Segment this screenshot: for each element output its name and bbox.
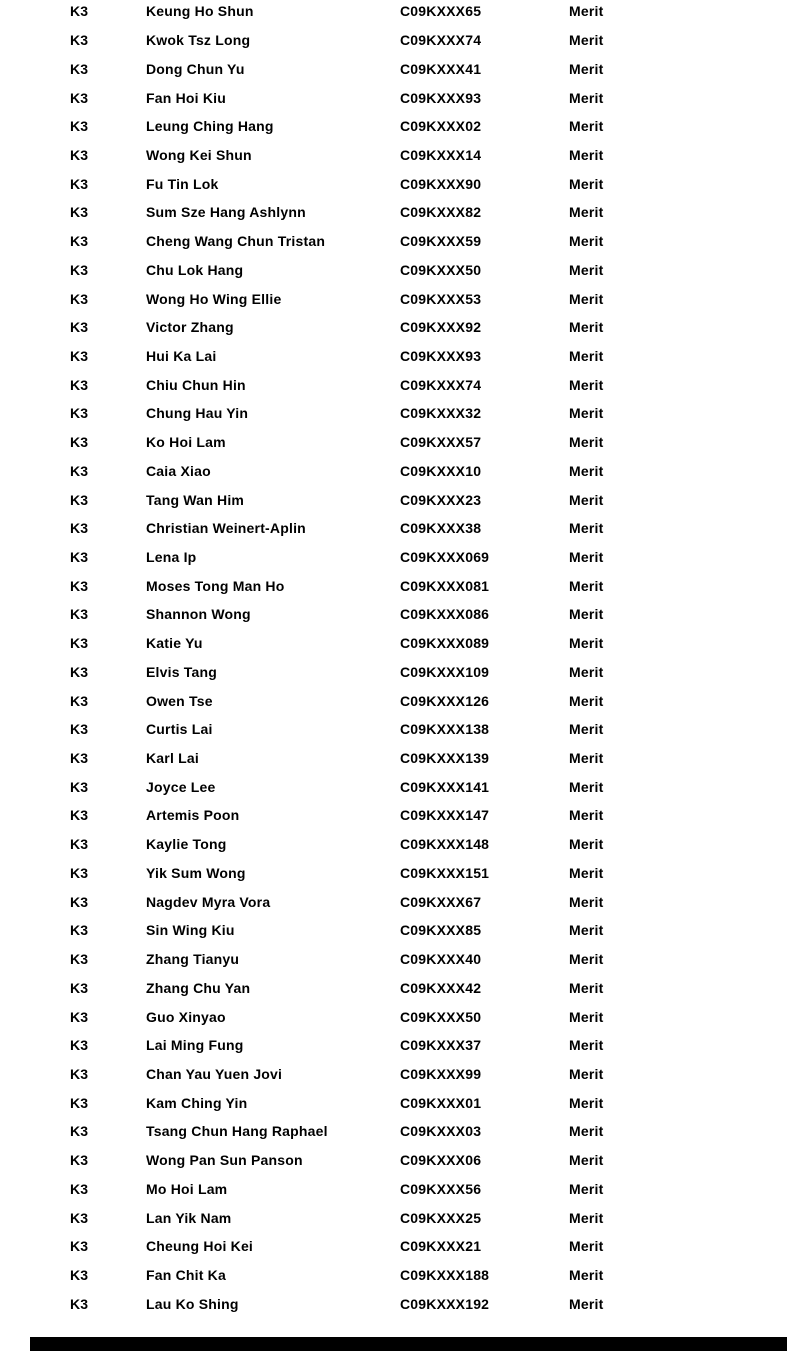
award-cell: Merit <box>569 922 604 939</box>
grade-cell: K3 <box>70 204 89 221</box>
grade-cell: K3 <box>70 721 89 738</box>
student-name-cell: Lan Yik Nam <box>146 1209 232 1226</box>
award-cell: Merit <box>569 663 604 680</box>
student-name-cell: Zhang Chu Yan <box>146 979 251 996</box>
award-cell: Merit <box>569 405 604 422</box>
grade-cell: K3 <box>70 1123 89 1140</box>
grade-cell: K3 <box>70 491 89 508</box>
student-name-cell: Yik Sum Wong <box>146 864 246 881</box>
award-cell: Merit <box>569 836 604 853</box>
table-row <box>0 859 800 888</box>
award-cell: Merit <box>569 1123 604 1140</box>
award-cell: Merit <box>569 434 604 451</box>
student-name-cell: Kwok Tsz Long <box>146 32 251 49</box>
student-name-cell: Kam Ching Yin <box>146 1094 248 1111</box>
table-row <box>0 1174 800 1203</box>
award-cell: Merit <box>569 1238 604 1255</box>
student-name-cell: Ko Hoi Lam <box>146 434 226 451</box>
grade-cell: K3 <box>70 233 89 250</box>
table-row <box>0 1060 800 1089</box>
student-id-cell: C09KXXX90 <box>400 175 482 192</box>
award-cell: Merit <box>569 233 604 250</box>
grade-cell: K3 <box>70 290 89 307</box>
student-id-cell: C09KXXX188 <box>400 1266 490 1283</box>
student-id-cell: C09KXXX086 <box>400 606 490 623</box>
student-name-cell: Mo Hoi Lam <box>146 1180 228 1197</box>
grade-cell: K3 <box>70 807 89 824</box>
award-cell: Merit <box>569 60 604 77</box>
table-row <box>0 686 800 715</box>
grade-cell: K3 <box>70 3 89 20</box>
student-name-cell: Keung Ho Shun <box>146 3 254 20</box>
student-id-cell: C09KXXX192 <box>400 1295 490 1312</box>
grade-cell: K3 <box>70 864 89 881</box>
table-row <box>0 600 800 629</box>
student-name-cell: Fan Hoi Kiu <box>146 89 226 106</box>
student-name-cell: Lena Ip <box>146 549 197 566</box>
grade-cell: K3 <box>70 462 89 479</box>
student-id-cell: C09KXXX37 <box>400 1037 482 1054</box>
table-row <box>0 112 800 141</box>
table-row <box>0 1261 800 1290</box>
student-id-cell: C09KXXX02 <box>400 118 482 135</box>
student-id-cell: C09KXXX85 <box>400 922 482 939</box>
award-cell: Merit <box>569 261 604 278</box>
student-name-cell: Wong Ho Wing Ellie <box>146 290 282 307</box>
student-name-cell: Sum Sze Hang Ashlynn <box>146 204 306 221</box>
student-name-cell: Curtis Lai <box>146 721 213 738</box>
student-name-cell: Chu Lok Hang <box>146 261 244 278</box>
table-row <box>0 629 800 658</box>
student-name-cell: Tang Wan Him <box>146 491 245 508</box>
student-id-cell: C09KXXX14 <box>400 146 482 163</box>
student-name-cell: Cheng Wang Chun Tristan <box>146 233 326 250</box>
award-cell: Merit <box>569 951 604 968</box>
grade-cell: K3 <box>70 60 89 77</box>
student-id-cell: C09KXXX147 <box>400 807 490 824</box>
student-id-cell: C09KXXX32 <box>400 405 482 422</box>
award-cell: Merit <box>569 347 604 364</box>
student-name-cell: Victor Zhang <box>146 319 234 336</box>
student-id-cell: C09KXXX74 <box>400 376 482 393</box>
award-cell: Merit <box>569 520 604 537</box>
grade-cell: K3 <box>70 1008 89 1025</box>
student-name-cell: Shannon Wong <box>146 606 251 623</box>
award-cell: Merit <box>569 1180 604 1197</box>
grade-cell: K3 <box>70 319 89 336</box>
student-name-cell: Artemis Poon <box>146 807 240 824</box>
student-id-cell: C09KXXX25 <box>400 1209 482 1226</box>
student-name-cell: Owen Tse <box>146 692 213 709</box>
grade-cell: K3 <box>70 1209 89 1226</box>
award-cell: Merit <box>569 3 604 20</box>
award-cell: Merit <box>569 319 604 336</box>
student-id-cell: C09KXXX38 <box>400 520 482 537</box>
grade-cell: K3 <box>70 1152 89 1169</box>
grade-cell: K3 <box>70 347 89 364</box>
table-row <box>0 973 800 1002</box>
student-id-cell: C09KXXX10 <box>400 462 482 479</box>
student-name-cell: Tsang Chun Hang Raphael <box>146 1123 328 1140</box>
grade-cell: K3 <box>70 577 89 594</box>
award-cell: Merit <box>569 549 604 566</box>
table-row <box>0 198 800 227</box>
student-name-cell: Caia Xiao <box>146 462 211 479</box>
table-row <box>0 514 800 543</box>
student-id-cell: C09KXXX93 <box>400 347 482 364</box>
grade-cell: K3 <box>70 520 89 537</box>
student-id-cell: C09KXXX21 <box>400 1238 482 1255</box>
table-row <box>0 543 800 572</box>
table-row <box>0 830 800 859</box>
award-cell: Merit <box>569 1094 604 1111</box>
student-name-cell: Chung Hau Yin <box>146 405 249 422</box>
student-name-cell: Zhang Tianyu <box>146 951 240 968</box>
student-id-cell: C09KXXX081 <box>400 577 490 594</box>
grade-cell: K3 <box>70 1266 89 1283</box>
award-cell: Merit <box>569 204 604 221</box>
student-id-cell: C09KXXX138 <box>400 721 490 738</box>
student-id-cell: C09KXXX82 <box>400 204 482 221</box>
student-name-cell: Hui Ka Lai <box>146 347 217 364</box>
student-id-cell: C09KXXX56 <box>400 1180 482 1197</box>
award-cell: Merit <box>569 1065 604 1082</box>
grade-cell: K3 <box>70 692 89 709</box>
grade-cell: K3 <box>70 836 89 853</box>
student-id-cell: C09KXXX141 <box>400 778 490 795</box>
table-row <box>0 428 800 457</box>
grade-cell: K3 <box>70 663 89 680</box>
student-name-cell: Moses Tong Man Ho <box>146 577 285 594</box>
student-name-cell: Elvis Tang <box>146 663 217 680</box>
grade-cell: K3 <box>70 1180 89 1197</box>
table-row <box>0 715 800 744</box>
table-row <box>0 141 800 170</box>
grade-cell: K3 <box>70 1037 89 1054</box>
grade-cell: K3 <box>70 434 89 451</box>
student-id-cell: C09KXXX01 <box>400 1094 482 1111</box>
student-id-cell: C09KXXX53 <box>400 290 482 307</box>
student-id-cell: C09KXXX42 <box>400 979 482 996</box>
table-row <box>0 313 800 342</box>
award-cell: Merit <box>569 864 604 881</box>
table-row <box>0 801 800 830</box>
student-id-cell: C09KXXX50 <box>400 1008 482 1025</box>
grade-cell: K3 <box>70 376 89 393</box>
grade-cell: K3 <box>70 606 89 623</box>
student-id-cell: C09KXXX67 <box>400 893 482 910</box>
student-id-cell: C09KXXX65 <box>400 3 482 20</box>
grade-cell: K3 <box>70 1065 89 1082</box>
student-id-cell: C09KXXX23 <box>400 491 482 508</box>
table-row <box>0 916 800 945</box>
award-cell: Merit <box>569 778 604 795</box>
award-cell: Merit <box>569 118 604 135</box>
table-row <box>0 1203 800 1232</box>
student-name-cell: Katie Yu <box>146 635 203 652</box>
grade-cell: K3 <box>70 175 89 192</box>
student-id-cell: C09KXXX151 <box>400 864 490 881</box>
grade-cell: K3 <box>70 1094 89 1111</box>
award-cell: Merit <box>569 1037 604 1054</box>
table-row <box>0 342 800 371</box>
grade-cell: K3 <box>70 1238 89 1255</box>
table-row <box>0 1289 800 1318</box>
student-id-cell: C09KXXX126 <box>400 692 490 709</box>
table-row <box>0 255 800 284</box>
award-cell: Merit <box>569 1008 604 1025</box>
table-row <box>0 744 800 773</box>
table-row <box>0 370 800 399</box>
student-name-cell: Cheung Hoi Kei <box>146 1238 254 1255</box>
grade-cell: K3 <box>70 635 89 652</box>
award-cell: Merit <box>569 89 604 106</box>
grade-cell: K3 <box>70 922 89 939</box>
student-id-cell: C09KXXX109 <box>400 663 490 680</box>
student-name-cell: Lai Ming Fung <box>146 1037 244 1054</box>
student-id-cell: C09KXXX139 <box>400 750 490 767</box>
grade-cell: K3 <box>70 32 89 49</box>
award-cell: Merit <box>569 979 604 996</box>
student-id-cell: C09KXXX40 <box>400 951 482 968</box>
student-name-cell: Fu Tin Lok <box>146 175 219 192</box>
table-row <box>0 945 800 974</box>
student-name-cell: Leung Ching Hang <box>146 118 274 135</box>
grade-cell: K3 <box>70 979 89 996</box>
grade-cell: K3 <box>70 893 89 910</box>
student-id-cell: C09KXXX089 <box>400 635 490 652</box>
student-id-cell: C09KXXX069 <box>400 549 490 566</box>
table-row <box>0 399 800 428</box>
student-id-cell: C09KXXX57 <box>400 434 482 451</box>
grade-cell: K3 <box>70 118 89 135</box>
table-row <box>0 1117 800 1146</box>
student-id-cell: C09KXXX41 <box>400 60 482 77</box>
grade-cell: K3 <box>70 549 89 566</box>
grade-cell: K3 <box>70 1295 89 1312</box>
student-id-cell: C09KXXX93 <box>400 89 482 106</box>
student-id-cell: C09KXXX99 <box>400 1065 482 1082</box>
student-name-cell: Nagdev Myra Vora <box>146 893 271 910</box>
award-cell: Merit <box>569 1295 604 1312</box>
grade-cell: K3 <box>70 951 89 968</box>
table-row <box>0 169 800 198</box>
award-cell: Merit <box>569 721 604 738</box>
student-name-cell: Kaylie Tong <box>146 836 227 853</box>
table-row <box>0 1088 800 1117</box>
student-name-cell: Chiu Chun Hin <box>146 376 246 393</box>
table-row <box>0 485 800 514</box>
student-name-cell: Joyce Lee <box>146 778 216 795</box>
table-row <box>0 0 800 26</box>
table-row <box>0 571 800 600</box>
table-row <box>0 457 800 486</box>
table-row <box>0 1146 800 1175</box>
student-id-cell: C09KXXX06 <box>400 1152 482 1169</box>
award-cell: Merit <box>569 175 604 192</box>
student-name-cell: Fan Chit Ka <box>146 1266 226 1283</box>
award-cell: Merit <box>569 491 604 508</box>
table-row <box>0 1002 800 1031</box>
award-cell: Merit <box>569 32 604 49</box>
table-row <box>0 772 800 801</box>
grade-cell: K3 <box>70 778 89 795</box>
table-row <box>0 1232 800 1261</box>
award-cell: Merit <box>569 1266 604 1283</box>
award-cell: Merit <box>569 692 604 709</box>
award-cell: Merit <box>569 290 604 307</box>
student-name-cell: Lau Ko Shing <box>146 1295 239 1312</box>
student-name-cell: Wong Pan Sun Panson <box>146 1152 303 1169</box>
student-id-cell: C09KXXX59 <box>400 233 482 250</box>
table-row <box>0 284 800 313</box>
table-row <box>0 887 800 916</box>
award-cell: Merit <box>569 635 604 652</box>
award-cell: Merit <box>569 1209 604 1226</box>
grade-cell: K3 <box>70 146 89 163</box>
award-cell: Merit <box>569 893 604 910</box>
grade-cell: K3 <box>70 405 89 422</box>
student-id-cell: C09KXXX50 <box>400 261 482 278</box>
award-cell: Merit <box>569 376 604 393</box>
award-cell: Merit <box>569 146 604 163</box>
student-id-cell: C09KXXX74 <box>400 32 482 49</box>
student-name-cell: Dong Chun Yu <box>146 60 245 77</box>
student-name-cell: Christian Weinert-Aplin <box>146 520 306 537</box>
table-row <box>0 83 800 112</box>
student-name-cell: Sin Wing Kiu <box>146 922 235 939</box>
table-row <box>0 658 800 687</box>
table-row <box>0 227 800 256</box>
student-name-cell: Karl Lai <box>146 750 199 767</box>
award-cell: Merit <box>569 606 604 623</box>
award-cell: Merit <box>569 462 604 479</box>
table-row <box>0 26 800 55</box>
table-row <box>0 54 800 83</box>
table-row <box>0 1031 800 1060</box>
student-name-cell: Chan Yau Yuen Jovi <box>146 1065 283 1082</box>
student-name-cell: Wong Kei Shun <box>146 146 252 163</box>
student-id-cell: C09KXXX03 <box>400 1123 482 1140</box>
award-cell: Merit <box>569 750 604 767</box>
award-cell: Merit <box>569 577 604 594</box>
student-id-cell: C09KXXX148 <box>400 836 490 853</box>
award-cell: Merit <box>569 807 604 824</box>
grade-cell: K3 <box>70 750 89 767</box>
grade-cell: K3 <box>70 261 89 278</box>
footer-bar <box>30 1337 787 1351</box>
grade-cell: K3 <box>70 89 89 106</box>
student-name-cell: Guo Xinyao <box>146 1008 226 1025</box>
student-id-cell: C09KXXX92 <box>400 319 482 336</box>
award-cell: Merit <box>569 1152 604 1169</box>
